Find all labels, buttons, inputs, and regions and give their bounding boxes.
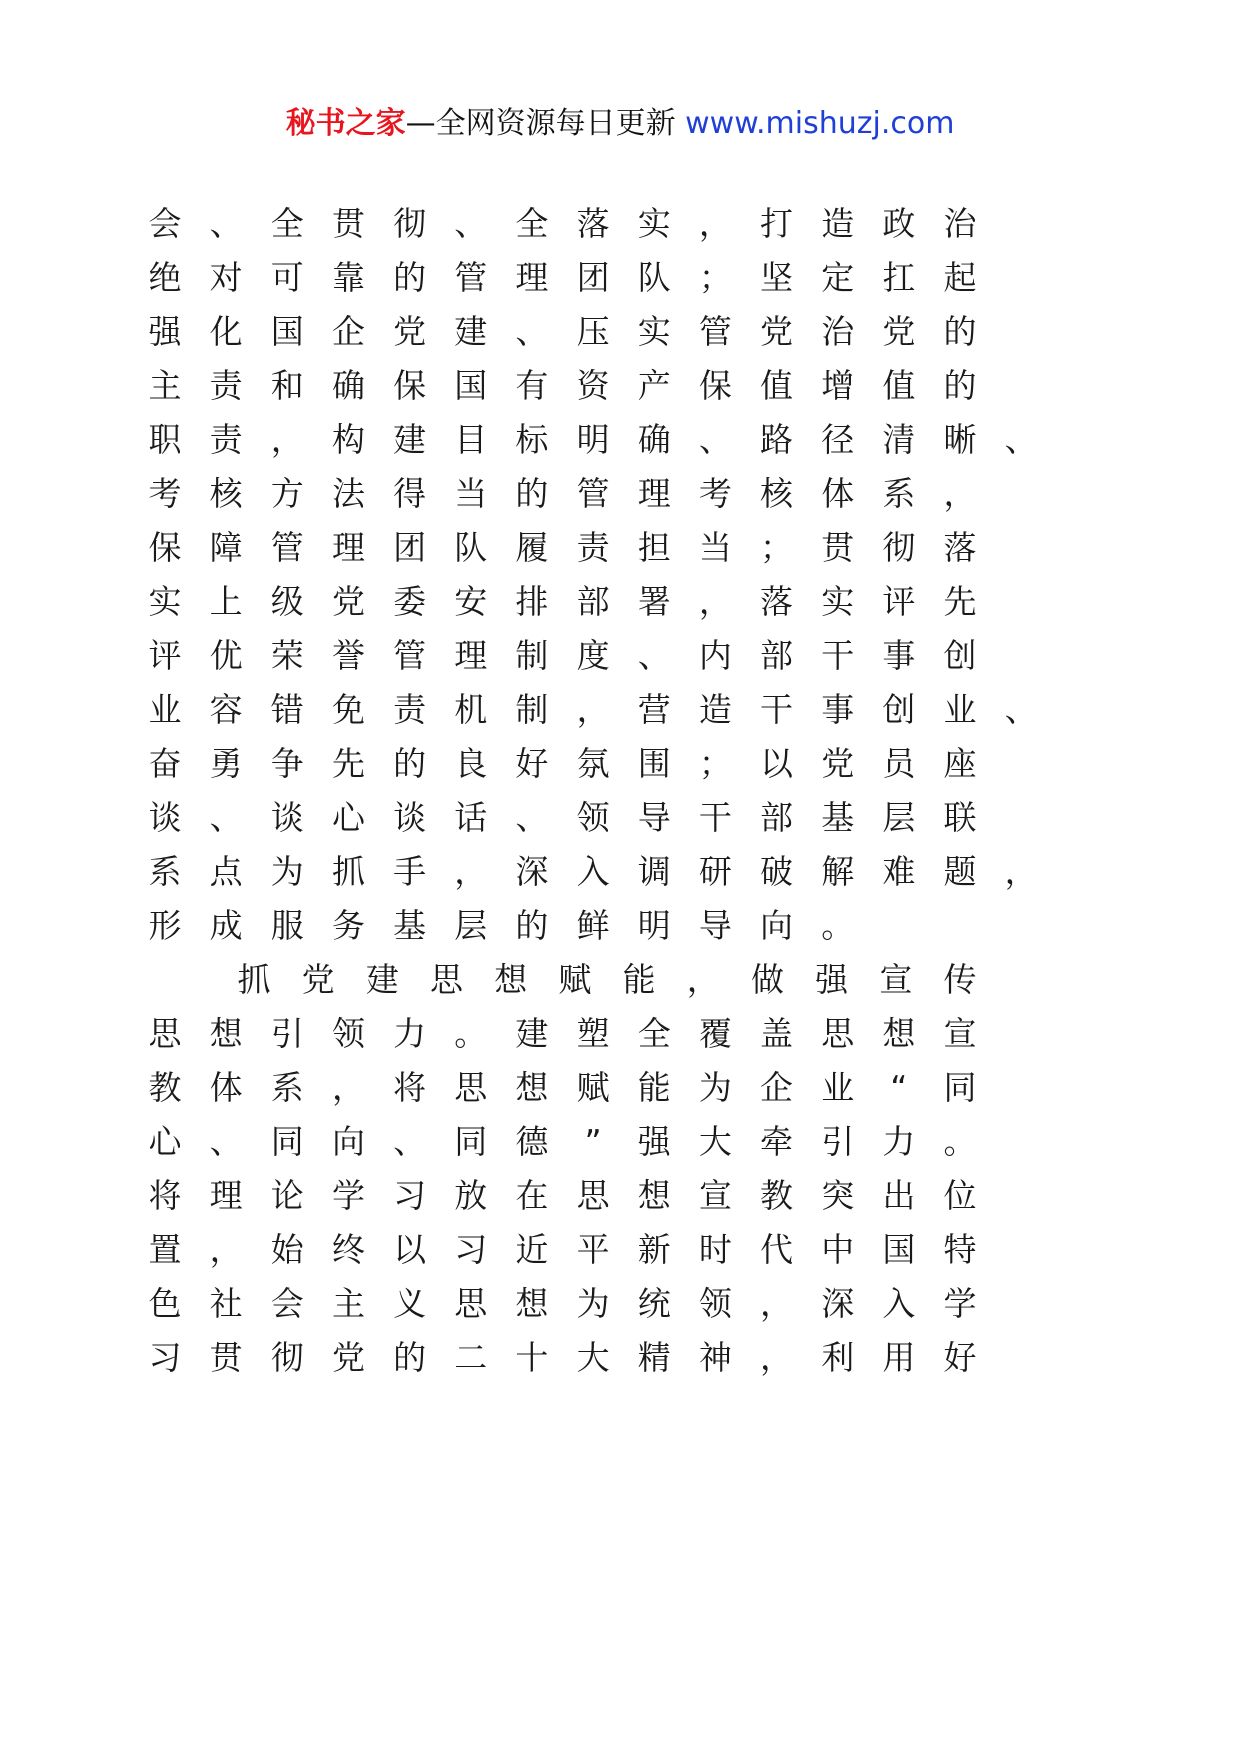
page-header <box>0 100 1240 148</box>
text-line: 会 、 全 贯 彻 、 全 落 实 ， 打 造 政 治 <box>148 204 977 243</box>
header-tagline: —全网资源每日更新 <box>405 106 686 141</box>
text-line: 谈 、 谈 心 谈 话 、 领 导 干 部 基 层 联 <box>148 798 977 837</box>
text-line: 主 责 和 确 保 国 有 资 产 保 值 增 值 的 <box>148 366 977 405</box>
text-line: 抓 党 建 思 想 赋 能 ， 做 强 宣 传 <box>237 960 977 999</box>
text-line: 绝 对 可 靠 的 管 理 团 队 ； 坚 定 扛 起 <box>148 258 977 297</box>
text-line: 将 理 论 学 习 放 在 思 想 宣 教 突 出 位 <box>148 1176 977 1215</box>
text-line: 色 社 会 主 义 思 想 为 统 领 ， 深 入 学 <box>148 1284 977 1323</box>
text-line: 业 容 错 免 责 机 制 ， 营 造 干 事 创 业 、 <box>148 690 1038 729</box>
text-line: 教 体 系 ， 将 思 想 赋 能 为 企 业 “ 同 <box>148 1068 977 1107</box>
header-brand: 秘书之家 <box>285 106 406 141</box>
text-line: 心 、 同 向 、 同 德 ” 强 大 牵 引 力 。 <box>148 1122 977 1161</box>
text-line: 习 贯 彻 党 的 二 十 大 精 神 ， 利 用 好 <box>148 1338 977 1377</box>
text-line: 实 上 级 党 委 安 排 部 署 ， 落 实 评 先 <box>148 582 977 621</box>
text-line: 置 ， 始 终 以 习 近 平 新 时 代 中 国 特 <box>148 1230 977 1269</box>
text-line: 系 点 为 抓 手 ， 深 入 调 研 破 解 难 题 ， <box>148 852 1038 891</box>
text-line: 评 优 荣 誉 管 理 制 度 、 内 部 干 事 创 <box>148 636 977 675</box>
text-line: 职 责 ， 构 建 目 标 明 确 、 路 径 清 晰 、 <box>148 420 1038 459</box>
header-url[interactable]: www.mishuzj.com <box>685 106 955 141</box>
text-line: 保 障 管 理 团 队 履 责 担 当 ； 贯 彻 落 <box>148 528 977 567</box>
text-line: 考 核 方 法 得 当 的 管 理 考 核 体 系 ， <box>148 474 977 513</box>
text-line: 强 化 国 企 党 建 、 压 实 管 党 治 党 的 <box>148 312 977 351</box>
text-line: 奋 勇 争 先 的 良 好 氛 围 ； 以 党 员 座 <box>148 744 977 783</box>
text-line: 思 想 引 领 力 。 建 塑 全 覆 盖 思 想 宣 <box>148 1014 977 1053</box>
text-line: 形 成 服 务 基 层 的 鲜 明 导 向 。 <box>148 906 855 945</box>
